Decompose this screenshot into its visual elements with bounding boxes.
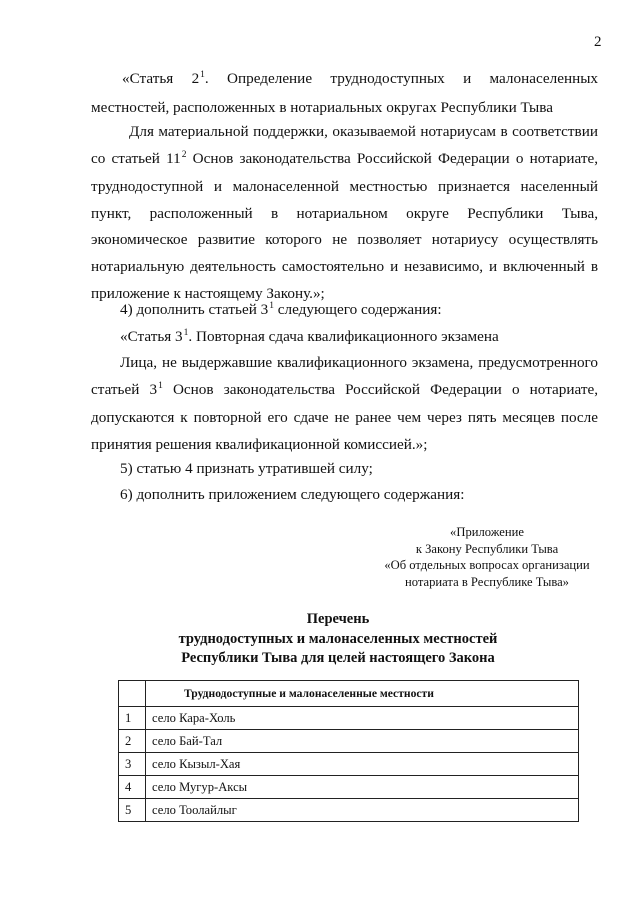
places-table — [118, 680, 579, 822]
header-num-cell — [119, 681, 146, 707]
table-row — [119, 776, 579, 799]
superscript: 1 — [269, 301, 274, 311]
appendix-line: нотариата в Республике Тыва» — [405, 574, 569, 589]
row-number: 5 — [119, 799, 146, 822]
superscript: 1 — [183, 328, 189, 338]
row-number: 4 — [119, 776, 146, 799]
heading-line: Республики Тыва для целей настоящего Закона — [181, 650, 495, 666]
appendix-line: к Закону Республики Тыва — [415, 541, 559, 556]
page-number: 2 — [594, 34, 602, 50]
item-5: 5) статью 4 признать утратившей силу; — [120, 460, 373, 477]
heading-line: труднодоступных и малонаселенных местностей — [178, 630, 498, 647]
appendix-line: «Об отдельных вопросах организации — [384, 558, 590, 572]
list-heading — [118, 610, 558, 669]
row-number: 1 — [119, 707, 146, 730]
row-place: село Кызыл-Хая — [146, 753, 579, 776]
appendix-reference — [366, 524, 608, 590]
row-place: село Мугур-Аксы — [146, 776, 579, 799]
table-row — [119, 799, 579, 822]
table-row — [119, 730, 579, 753]
table-row — [119, 707, 579, 730]
article-3-body: Лица, не выдержавшие квалификационного экзамена, предусмотренного статьей $3^1$ Основ законодательства Российской Федерации о нотариате, допускаются к повторной его сдаче не ранее чем через пять месяцев после принятия решения квалификационной комиссией.»; — [91, 354, 598, 453]
appendix-line: «Приложение — [450, 525, 524, 539]
row-place: село Кара-Холь — [146, 707, 579, 730]
superscript: 1 — [158, 380, 163, 391]
row-place: село Тоолайлыг — [146, 799, 579, 822]
superscript: 2 — [181, 149, 187, 160]
header-name-cell: Труднодоступные и малонаселенные местности — [146, 681, 579, 707]
table-row — [119, 753, 579, 776]
row-place: село Бай-Тал — [146, 730, 579, 753]
item-4: 4) дополнить статьей $3^1$ следующего содержания: — [120, 301, 442, 318]
article-3-title: «Статья $3^1$. Повторная сдача квалификационного экзамена — [120, 328, 499, 345]
row-number: 2 — [119, 730, 146, 753]
item-6: 6) дополнить приложением следующего содержания: — [120, 486, 465, 503]
row-number: 3 — [119, 753, 146, 776]
table-header-row — [119, 681, 579, 707]
article-2-body: Для материальной поддержки, оказываемой нотариусам в соответствии со статьей $11^2$ Основ законодательства Российской Федерации о нотариате, труднодоступной и малонаселенной местностью признается населенный пункт, расположенный в нотариальном округе Республики Тыва, экономическое развитие которого не позволяет нотариусу осуществлять нотариальную деятельность самостоятельно и независимо, и включенный в приложение к настоящему Закону.»; — [91, 123, 598, 302]
superscript: 1 — [200, 70, 205, 80]
article-2-title: «Статья $2^1$. Определение труднодоступных и малонаселенных местностей, расположенных в нотариальных округах Республики Тыва — [91, 70, 598, 116]
heading-line: Перечень — [306, 611, 370, 627]
